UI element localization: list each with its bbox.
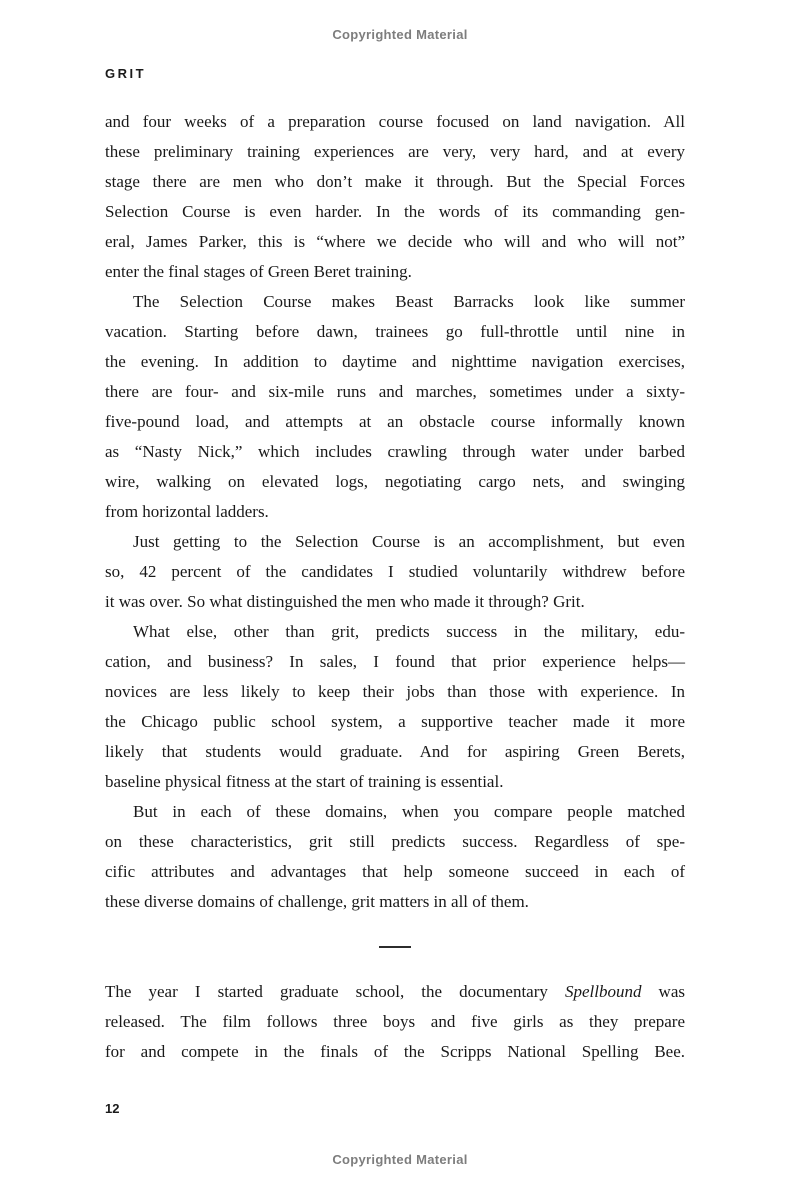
running-header: GRIT [105, 66, 147, 81]
text-segment: these preliminary training experiences are very, very hard, and at every [105, 142, 685, 161]
text-line [105, 377, 685, 407]
text-line [105, 347, 685, 377]
text-line [105, 737, 685, 767]
text-segment: it was over. So what distinguished the men who made it through? Grit. [105, 592, 585, 611]
text-segment: novices are less likely to keep their jobs than those with experience. In [105, 682, 685, 701]
paragraph [105, 617, 685, 797]
text-line [105, 647, 685, 677]
paragraph [105, 527, 685, 617]
text-segment: The year I started graduate school, the documentary [105, 982, 565, 1001]
text-segment: eral, James Parker, this is “where we decide who will and who will not” [105, 232, 685, 251]
text-segment: was [641, 982, 685, 1001]
text-line [105, 1007, 685, 1037]
text-line [105, 437, 685, 467]
text-line [105, 527, 685, 557]
section-divider [379, 946, 411, 948]
page-number: 12 [105, 1101, 120, 1116]
text-segment: and four weeks of a preparation course focused on land navigation. All [105, 112, 685, 131]
text-segment: the evening. In addition to daytime and nighttime navigation exercises, [105, 352, 685, 371]
text-segment: wire, walking on elevated logs, negotiating cargo nets, and swinging [105, 472, 685, 491]
text-line [105, 617, 685, 647]
text-line [105, 767, 685, 797]
text-line [105, 287, 685, 317]
paragraph [105, 287, 685, 527]
text-line [105, 407, 685, 437]
text-segment: Selection Course is even harder. In the words of its commanding gen- [105, 202, 685, 221]
text-line [105, 827, 685, 857]
paragraph [105, 797, 685, 917]
page-body [105, 107, 685, 1067]
text-segment: five-pound load, and attempts at an obstacle course informally known [105, 412, 685, 431]
text-line [105, 197, 685, 227]
text-segment: as “Nasty Nick,” which includes crawling through water under barbed [105, 442, 685, 461]
text-segment: vacation. Starting before dawn, trainees go full-throttle until nine in [105, 322, 685, 341]
text-segment: Just getting to the Selection Course is an accomplishment, but even [133, 532, 685, 551]
text-line [105, 107, 685, 137]
text-line [105, 137, 685, 167]
text-segment: so, 42 percent of the candidates I studied voluntarily withdrew before [105, 562, 685, 581]
text-line [105, 167, 685, 197]
text-line [105, 707, 685, 737]
text-line [105, 467, 685, 497]
text-segment: baseline physical fitness at the start of training is essential. [105, 772, 504, 791]
text-segment: cific attributes and advantages that help someone succeed in each of [105, 862, 685, 881]
text-line [105, 977, 685, 1007]
text-segment: The Selection Course makes Beast Barracks look like summer [133, 292, 685, 311]
text-segment: the Chicago public school system, a supportive teacher made it more [105, 712, 685, 731]
text-segment: enter the final stages of Green Beret training. [105, 262, 412, 281]
text-segment: there are four- and six-mile runs and marches, sometimes under a sixty- [105, 382, 685, 401]
copyright-notice-top: Copyrighted Material [332, 27, 468, 42]
italic-text: Spellbound [564, 982, 642, 1001]
text-line [105, 227, 685, 257]
text-line [105, 497, 685, 527]
text-segment: these diverse domains of challenge, grit matters in all of them. [105, 892, 529, 911]
paragraph [105, 977, 685, 1067]
paragraph [105, 107, 685, 287]
text-segment: stage there are men who don’t make it through. But the Special Forces [105, 172, 685, 191]
text-segment: from horizontal ladders. [105, 502, 269, 521]
text-line [105, 887, 685, 917]
text-line [105, 677, 685, 707]
text-segment: released. The film follows three boys and five girls as they prepare [105, 1012, 685, 1031]
text-segment: likely that students would graduate. And for aspiring Green Berets, [105, 742, 685, 761]
text-line [105, 557, 685, 587]
text-line [105, 257, 685, 287]
text-segment: cation, and business? In sales, I found that prior experience helps— [105, 652, 685, 671]
text-line [105, 797, 685, 827]
text-segment: for and compete in the finals of the Scripps National Spelling Bee. [105, 1042, 685, 1061]
text-segment: What else, other than grit, predicts success in the military, edu- [133, 622, 685, 641]
text-segment: But in each of these domains, when you compare people matched [133, 802, 685, 821]
text-line [105, 317, 685, 347]
text-line [105, 857, 685, 887]
text-line [105, 1037, 685, 1067]
text-segment: on these characteristics, grit still predicts success. Regardless of spe- [105, 832, 685, 851]
text-line [105, 587, 685, 617]
copyright-notice-bottom: Copyrighted Material [332, 1152, 468, 1167]
